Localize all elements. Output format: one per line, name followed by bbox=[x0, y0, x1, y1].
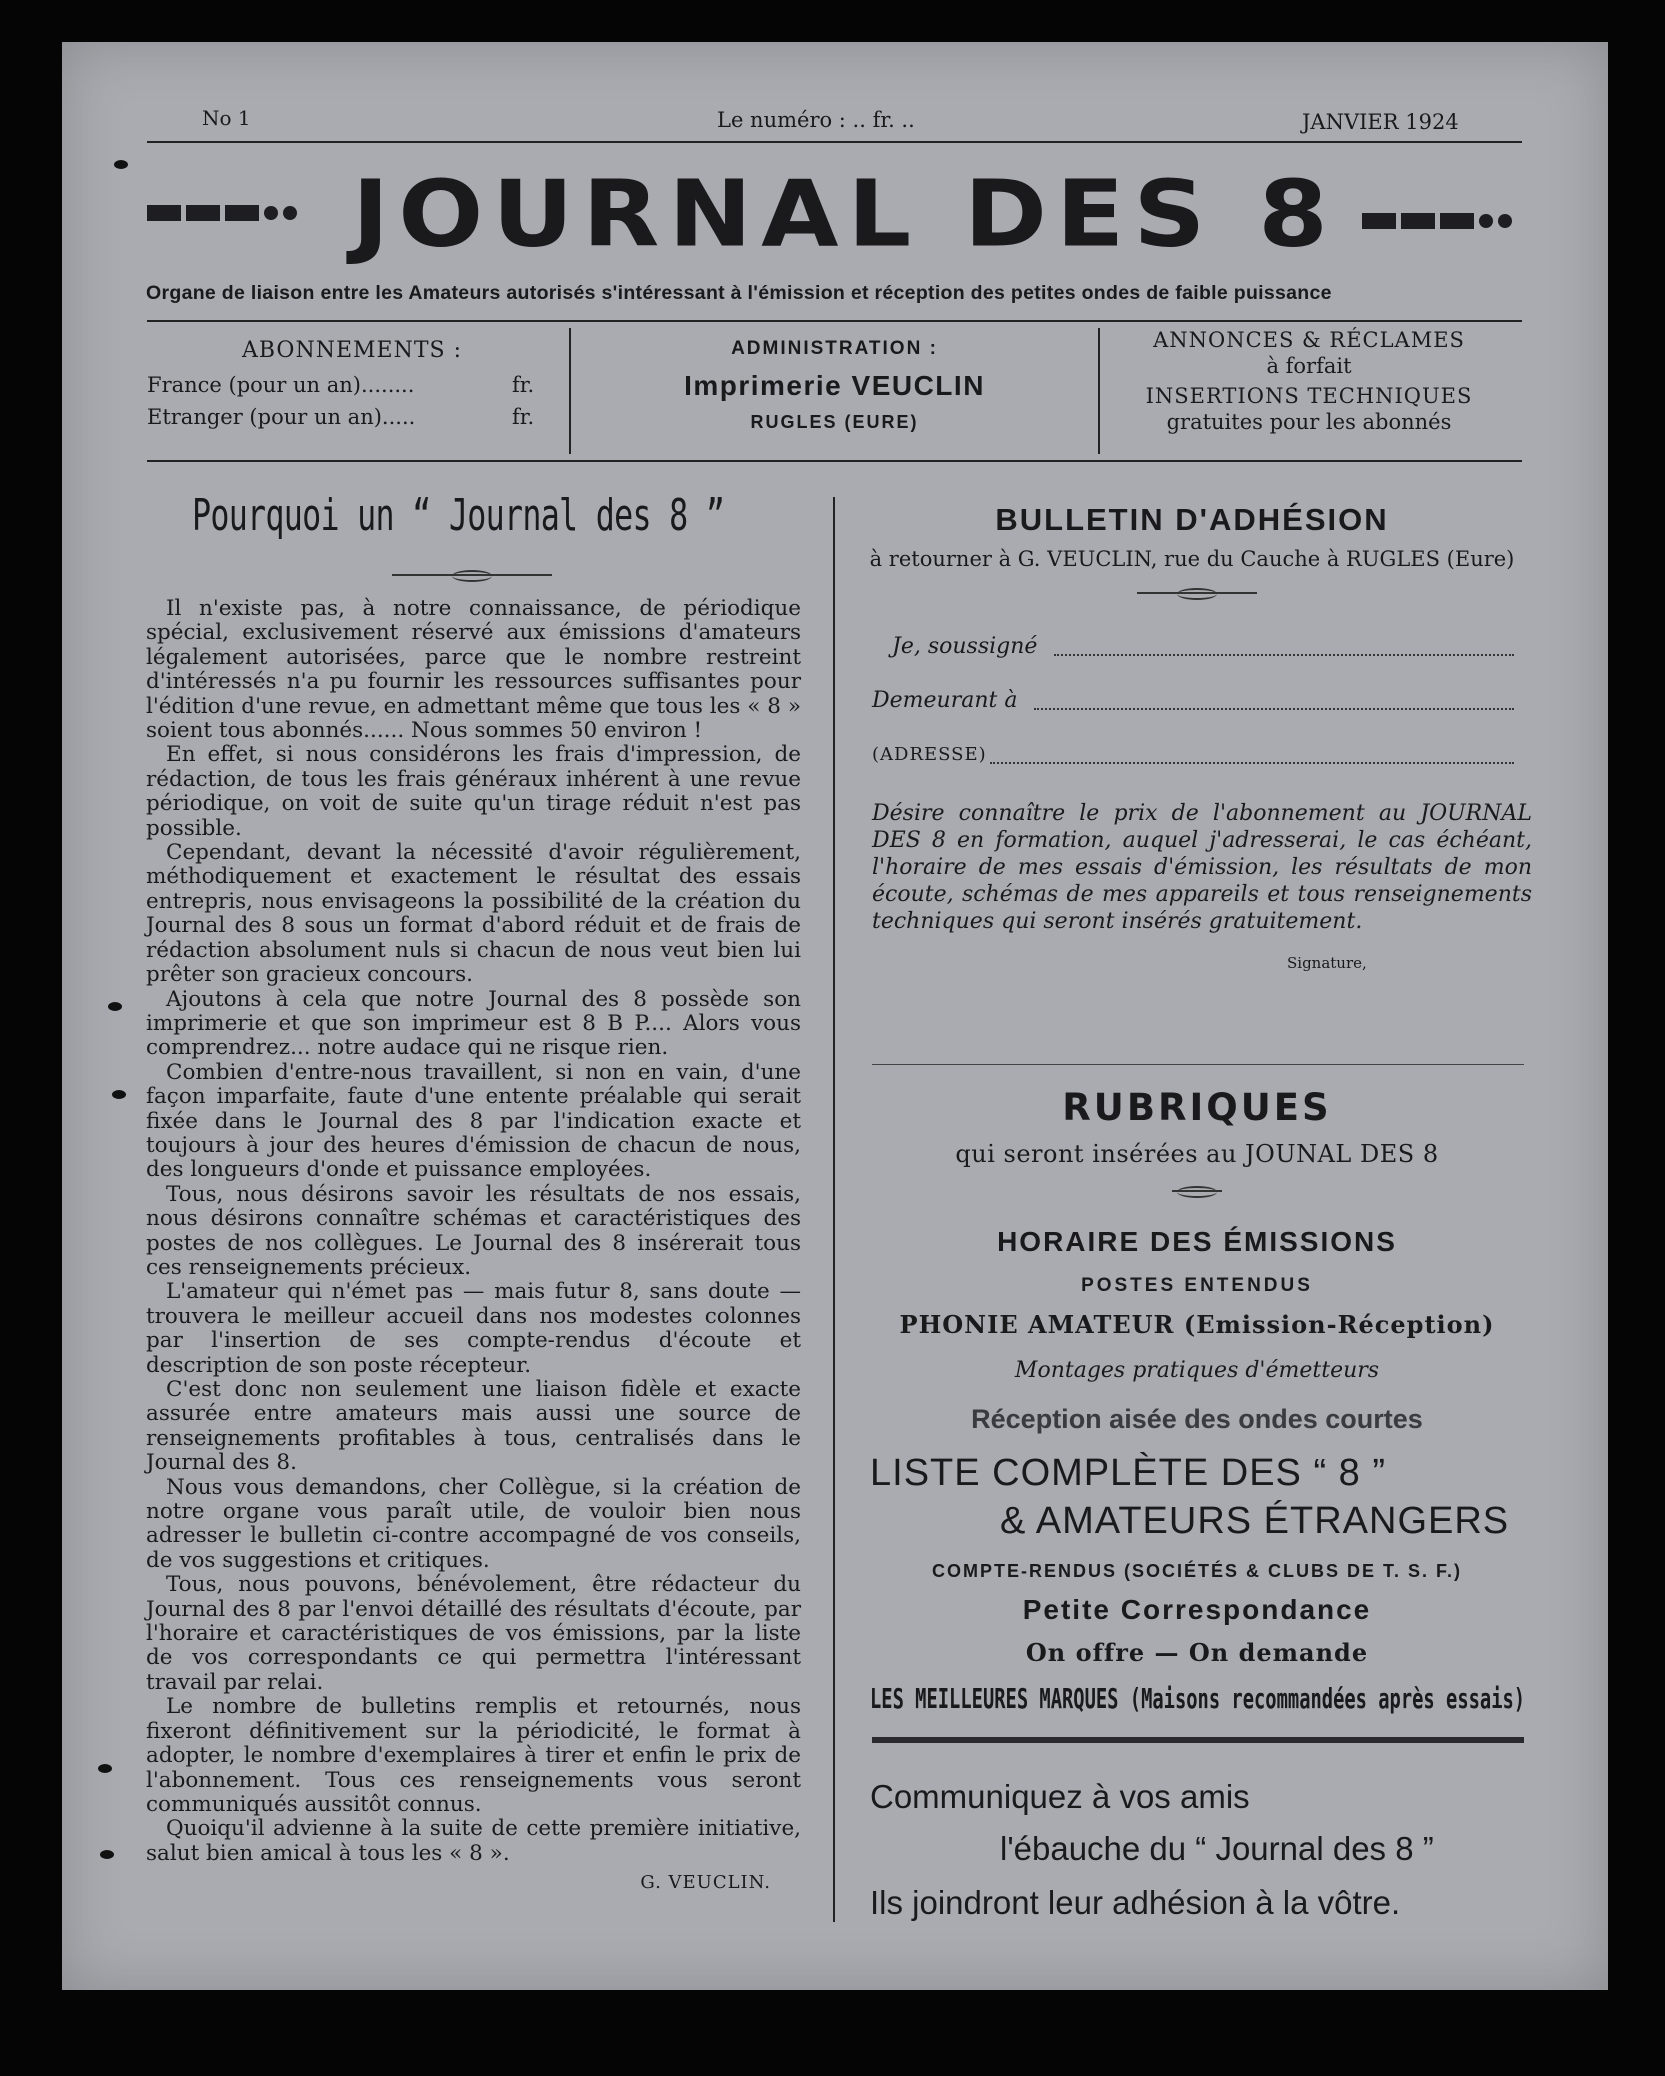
field-name-line[interactable] bbox=[1054, 654, 1514, 656]
rubrique-liste-line-2: & AMATEURS ÉTRANGERS bbox=[1000, 1500, 1510, 1542]
article-paragraph: Tous, nous pouvons, bénévolement, être rédacteur du Journal des 8 par l'envoi détaillé des résultats d'écoute, par l'horaire et caractéristiques de vos émissions, par la liste de vos correspondants ce qui permettra l'intéressant travail par relai. bbox=[146, 1572, 801, 1695]
france-value: fr. bbox=[512, 373, 535, 397]
rubrique-phonie: PHONIE AMATEUR (Emission-Réception) bbox=[899, 1310, 1495, 1339]
article-paragraph: Tous, nous désirons savoir les résultats de nos essais, nous désirons connaître schémas et caractéristiques des postes de nos collègues. Le Journal des 8 insérerait tous ces renseignements précieux. bbox=[146, 1181, 801, 1280]
journal-subtitle: Organe de liaison entre les Amateurs autorisés s'intéressant à l'émission et réception des petites ondes de faible puissance bbox=[146, 282, 1332, 304]
article-paragraph: Nous vous demandons, cher Collègue, si la création de notre organe vous paraît utile, de vouloir bien nous adresser le bulletin ci-contre accompagné de vos conseils, de vos suggestions et critiques. bbox=[146, 1474, 801, 1573]
article-paragraph: Quoiqu'il advienne à la suite de cette première initiative, salut bien amical à tous les « 8 ». bbox=[146, 1816, 801, 1866]
field-residence-label: Demeurant à bbox=[872, 688, 1018, 713]
bulletin-instruction: à retourner à G. VEUCLIN, rue du Cauche à RUGLES (Eure) bbox=[869, 547, 1515, 571]
right-dash-ornament bbox=[1362, 210, 1517, 229]
subscriptions-heading: ABONNEMENTS : bbox=[241, 338, 463, 363]
bulletin-separator bbox=[872, 1064, 1524, 1065]
rubrique-montages: Montages pratiques d'émetteurs bbox=[1014, 1358, 1380, 1383]
punch-mark bbox=[100, 1850, 114, 1859]
rubriques-title: RUBRIQUES bbox=[1062, 1086, 1332, 1129]
info-bar-divider-1 bbox=[569, 328, 571, 454]
article-paragraph: Combien d'entre-nous travaillent, si non en vain, d'une façon imparfaite, faute d'une entente préalable qui serait fixée dans le Journal des 8 par l'indication exacte et toujours à jour des heures d'émission de chacun de nous, des longueurs d'onde et puissance employées. bbox=[146, 1059, 801, 1183]
top-rule bbox=[147, 141, 1522, 143]
rubrique-reception: Réception aisée des ondes courtes bbox=[971, 1404, 1423, 1434]
info-bar-divider-2 bbox=[1098, 328, 1100, 454]
issue-price: Le numéro : .. fr. .. bbox=[717, 108, 915, 132]
administration-place: RUGLES (EURE) bbox=[750, 412, 919, 432]
ads-line-4: gratuites pour les abonnés bbox=[1166, 410, 1452, 434]
issue-date: JANVIER 1924 bbox=[1302, 110, 1459, 134]
foreign-label: Etranger (pour un an)..... bbox=[147, 405, 416, 429]
article-paragraph: L'amateur qui n'émet pas — mais futur 8, sans doute — trouvera le meilleur accueil dans nos modestes colonnes par l'insertion de ses compte-rendus d'écoute et description de son poste récepteur. bbox=[146, 1279, 801, 1378]
article-body bbox=[146, 597, 801, 1893]
article-signature: G. VEUCLIN. bbox=[640, 1872, 771, 1894]
field-address-line[interactable] bbox=[990, 762, 1514, 764]
ads-line-3: INSERTIONS TECHNIQUES bbox=[1145, 384, 1473, 408]
punch-mark bbox=[114, 160, 128, 169]
rubrique-postes: POSTES ENTENDUS bbox=[1081, 1275, 1313, 1296]
bulletin-ornament bbox=[1137, 592, 1257, 594]
bulletin-title: BULLETIN D'ADHÉSION bbox=[995, 502, 1389, 537]
rubrique-compte-rendus: COMPTE-RENDUS (SOCIÉTÉS & CLUBS DE T. S. F.) bbox=[931, 1561, 1463, 1581]
field-address-label: (ADRESSE) bbox=[872, 744, 987, 765]
field-residence-line[interactable] bbox=[1034, 708, 1514, 710]
rubrique-liste-line-1: LISTE COMPLÈTE DES “ 8 ” bbox=[870, 1452, 1386, 1494]
article-paragraph: Il n'existe pas, à notre connaissance, de périodique spécial, exclusivement réservé aux émissions d'amateurs légalement autorisées, parce que le nombre restreint d'intéressés n'a pu fournir les ressources suffisantes pour l'édition d'une revue, en admettant même que tous les « 8 » soient tous abonnés...... Nous sommes 50 environ ! bbox=[146, 596, 801, 744]
ads-block bbox=[1104, 328, 1514, 434]
article-paragraph: C'est donc non seulement une liaison fidèle et exacte assurée entre amateurs mais aussi une source de renseignements profitables à tous, centralisés dans le Journal des 8. bbox=[146, 1377, 801, 1476]
footer-line-2: l'ébauche du “ Journal des 8 ” bbox=[1000, 1830, 1434, 1867]
ads-line-2: à forfait bbox=[1266, 354, 1352, 378]
article-paragraph: Le nombre de bulletins remplis et retournés, nous fixeront définitivement sur la périodicité, le format à adopter, le nombre d'exemplaires à tirer et enfin le prix de l'abonnement. Tous ces renseignements vous seront communiqués aussitôt connus. bbox=[146, 1694, 801, 1817]
punch-mark bbox=[108, 1002, 122, 1011]
left-dash-ornament bbox=[147, 202, 302, 221]
administration-heading: ADMINISTRATION : bbox=[731, 338, 938, 359]
article-ornament bbox=[392, 574, 552, 576]
subscriptions-block bbox=[147, 338, 557, 437]
footer-line-1: Communiquez à vos amis bbox=[870, 1778, 1250, 1815]
rubriques-bottom-rule bbox=[872, 1737, 1524, 1743]
bulletin-body: Désire connaître le prix de l'abonnement au JOURNAL DES 8 en formation, auquel j'adresserai, le cas échéant, l'horaire de mes essais d'émission, les résultats de mon écoute, schémas de mes appareils et tous renseignements techniques qui seront insérés gratuitement. bbox=[872, 801, 1532, 934]
rubriques-ornament bbox=[1172, 1190, 1222, 1192]
foreign-value: fr. bbox=[512, 405, 535, 429]
article-paragraph: Ajoutons à cela que notre Journal des 8 possède son imprimerie et que son imprimeur est 8 B P.... Alors vous comprendrez... notre audace qui ne risque rien. bbox=[146, 986, 801, 1061]
footer-line-3: Ils joindront leur adhésion à la vôtre. bbox=[870, 1884, 1401, 1921]
article-paragraph: En effet, si nous considérons les frais d'impression, de rédaction, de tous les frais généraux inhérent à une revue périodique, on voit de suite qu'un tirage réduit n'est pas possible. bbox=[146, 742, 801, 841]
article-paragraph: Cependant, devant la nécessité d'avoir régulièrement, méthodiquement et exactement le résultat des essais entrepris, nous envisageons la possibilité de la création du Journal des 8 sous un format d'abord réduit et de frais de rédaction absolument nuls si chacun de nous veut bien lui prêter son gracieux concours. bbox=[146, 840, 801, 988]
newspaper-page bbox=[62, 42, 1608, 1990]
column-divider bbox=[833, 497, 835, 1922]
info-bar-bottom-rule bbox=[147, 460, 1522, 462]
bulletin-signature-label: Signature, bbox=[1287, 954, 1367, 972]
rubrique-correspondance: Petite Correspondance bbox=[1022, 1594, 1372, 1625]
info-bar-top-rule bbox=[147, 320, 1522, 322]
rubrique-horaire: HORAIRE DES ÉMISSIONS bbox=[997, 1226, 1397, 1257]
france-label: France (pour un an)........ bbox=[147, 373, 415, 397]
field-name-label: Je, soussigné bbox=[892, 634, 1038, 659]
punch-mark bbox=[112, 1090, 126, 1099]
article-title: Pourquoi un “ Journal des 8 ” bbox=[192, 490, 725, 541]
rubrique-marques: LES MEILLEURES MARQUES (Maisons recommandées après essais) bbox=[870, 1682, 1526, 1715]
journal-title: JOURNAL DES 8 bbox=[352, 160, 1337, 268]
ads-line-1: ANNONCES & RÉCLAMES bbox=[1153, 328, 1465, 352]
punch-mark bbox=[98, 1764, 112, 1773]
administration-block bbox=[577, 338, 1092, 433]
administration-name: Imprimerie VEUCLIN bbox=[684, 370, 985, 401]
rubriques-subtitle: qui seront insérées au JOUNAL DES 8 bbox=[955, 1140, 1439, 1168]
rubrique-offre-demande: On offre — On demande bbox=[1025, 1638, 1369, 1667]
issue-number: No 1 bbox=[202, 106, 251, 130]
